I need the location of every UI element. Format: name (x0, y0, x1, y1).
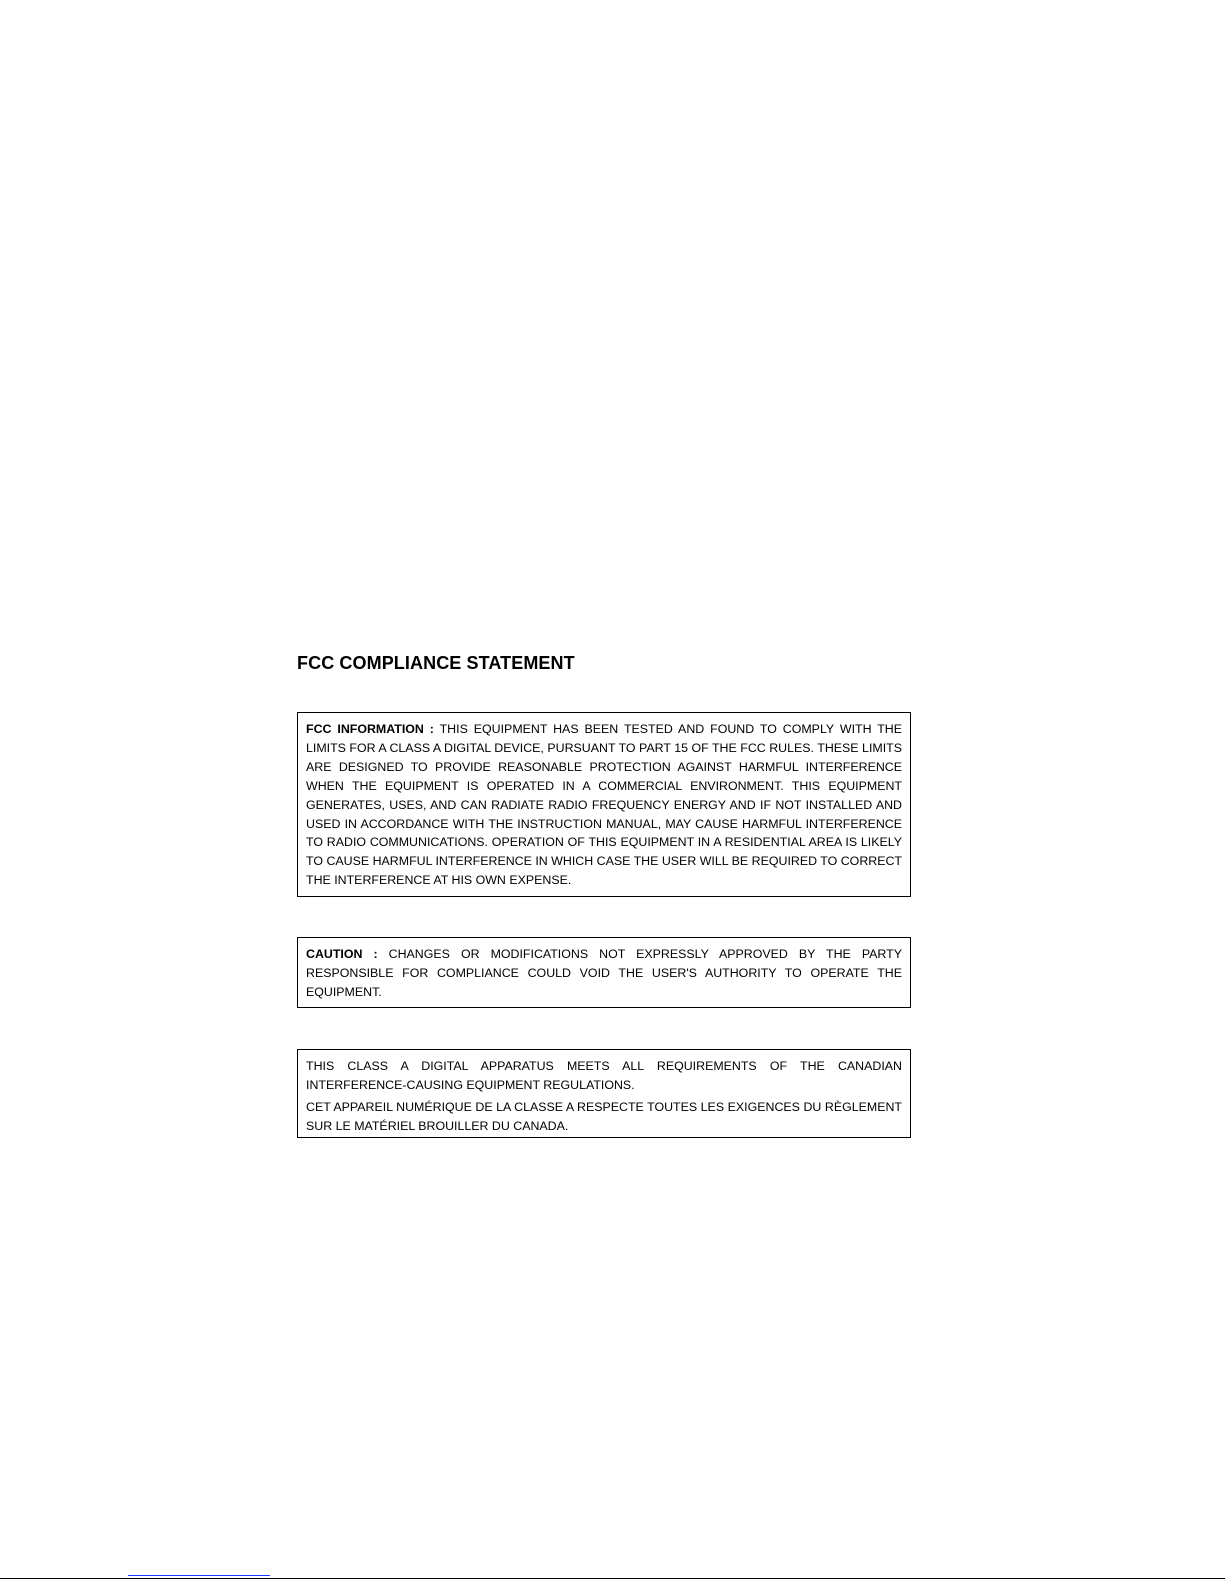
footer-rule (0, 1578, 1225, 1579)
page-title: FCC COMPLIANCE STATEMENT (297, 653, 575, 673)
canada-notice-french: CET APPAREIL NUMÉRIQUE DE LA CLASSE A RESPECTE TOUTES LES EXIGENCES DU RÈGLEMENT SUR LE MATÉRIEL BROUILLER DU CANADA. (306, 1099, 902, 1133)
fcc-information-paragraph (306, 720, 902, 890)
fcc-information-box (297, 712, 911, 897)
fcc-information-body: THIS EQUIPMENT HAS BEEN TESTED AND FOUND TO COMPLY WITH THE LIMITS FOR A CLASS A DIGITAL DEVICE, PURSUANT TO PART 15 OF THE FCC RULES. THESE LIMITS ARE DESIGNED TO PROVIDE REASONABLE PROTECTION AGAINST HARMFUL INTERFERENCE WHEN THE EQUIPMENT IS OPERATED IN A COMMERCIAL ENVIRONMENT. THIS EQUIPMENT GENERATES, USES, AND CAN RADIATE RADIO FREQUENCY ENERGY AND IF NOT INSTALLED AND USED IN ACCORDANCE WITH THE INSTRUCTION MANUAL, MAY CAUSE HARMFUL INTERFERENCE TO RADIO COMMUNICATIONS. OPERATION OF THIS EQUIPMENT IN A RESIDENTIAL AREA IS LIKELY TO CAUSE HARMFUL INTERFERENCE IN WHICH CASE THE USER WILL BE REQUIRED TO CORRECT THE INTERFERENCE AT HIS OWN EXPENSE. (306, 722, 903, 888)
caution-lead: CAUTION : (306, 947, 378, 961)
canada-notice-box (297, 1049, 911, 1138)
canada-notice-english: THIS CLASS A DIGITAL APPARATUS MEETS ALL REQUIREMENTS OF THE CANADIAN INTERFERENCE-CAUSING EQUIPMENT REGULATIONS. (306, 1059, 902, 1092)
caution-paragraph (306, 945, 902, 1002)
caution-box (297, 937, 911, 1008)
caution-body: CHANGES OR MODIFICATIONS NOT EXPRESSLY APPROVED BY THE PARTY RESPONSIBLE FOR COMPLIANCE COULD VOID THE USER'S AUTHORITY TO OPERATE THE EQUIPMENT. (306, 947, 902, 999)
fcc-information-lead: FCC INFORMATION : (306, 722, 434, 736)
footer-link-underline[interactable] (128, 1575, 270, 1576)
